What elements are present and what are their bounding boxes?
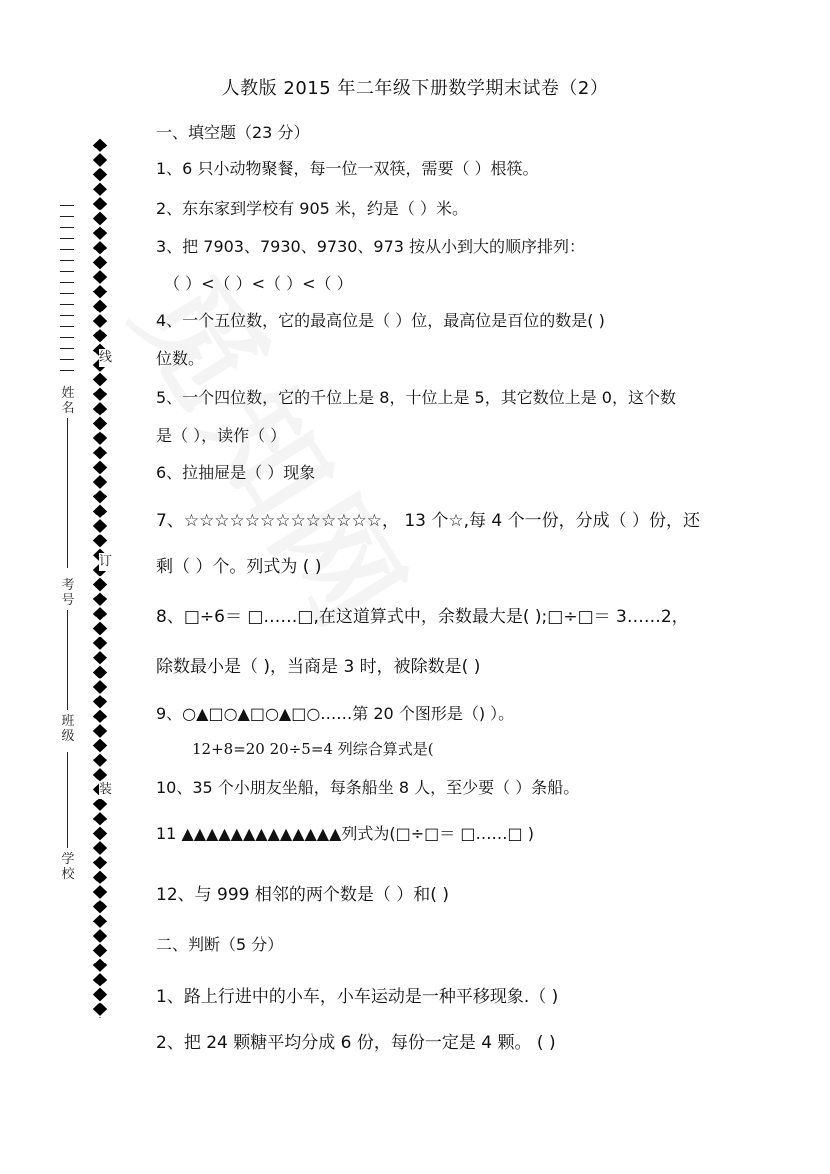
binding-mark-line: 线	[99, 350, 113, 365]
question-9: 9、○▲□○▲□○▲□○……第 20 个图形是（) ）。	[156, 704, 515, 723]
page-title: 人教版 2015 年二年级下册数学期末试卷（2）	[221, 78, 609, 99]
question-7-cont: 剩（ ）个。列式为 ( )	[156, 557, 322, 577]
name-underline-hash	[60, 205, 74, 380]
question-7: 7、☆☆☆☆☆☆☆☆☆☆☆☆☆， 13 个☆,每 4 个一份，分成（ ）份，还	[156, 511, 701, 531]
field-line-class	[67, 752, 68, 848]
question-8: 8、□÷6＝ □……□,在这道算式中，余数最大是( );□÷□＝ 3……2，	[156, 607, 689, 627]
binding-mark-bind: 装	[99, 782, 113, 797]
question-4: 4、一个五位数，它的最高位是（ ）位，最高位是百位的数是( )	[156, 311, 605, 330]
question-5: 5、一个四位数，它的千位上是 8，十位上是 5，其它数位上是 0，这个数	[156, 388, 676, 407]
binding-diamond-line	[92, 138, 108, 1018]
section-judge-heading: 二、判断（5 分）	[156, 935, 284, 954]
question-5-cont: 是（ ），读作（ ）	[156, 426, 287, 445]
field-school-label: 学校	[61, 852, 75, 882]
field-number-label: 考号	[61, 578, 75, 608]
question-3: 3、把 7903、7930、9730、973 按从小到大的顺序排列：	[156, 237, 586, 256]
judge-question-1: 1、路上行进中的小车，小车运动是一种平移现象.（ )	[156, 987, 559, 1007]
question-4-cont: 位数。	[156, 349, 205, 368]
judge-question-2: 2、把 24 颗糖平均分成 6 份，每份一定是 4 颗。 ( )	[156, 1033, 556, 1053]
field-line-number	[67, 610, 68, 710]
section-fill-heading: 一、填空题（23 分）	[156, 123, 310, 142]
question-3-answer-line: （ ）<（ ）<（ ）<（ ）	[164, 274, 353, 293]
field-name-label: 姓名	[61, 386, 75, 416]
question-11: 11 ▲▲▲▲▲▲▲▲▲▲▲▲▲列式为(□÷□＝ □……□ )	[156, 824, 534, 843]
question-2: 2、东东家到学校有 905 米，约是（ ）米。	[156, 199, 468, 218]
question-9-equations: 12+8=20 20÷5=4 列综合算式是(	[192, 740, 434, 758]
question-6: 6、拉抽屉是（ ）现象	[156, 463, 316, 482]
watermark	[102, 240, 455, 662]
binding-mark-staple: 订	[99, 554, 113, 569]
question-12: 12、与 999 相邻的两个数是（ ）和( )	[156, 885, 449, 905]
question-10: 10、35 个小朋友坐船，每条船坐 8 人，至少要（ ）条船。	[156, 778, 580, 797]
field-class-label: 班级	[61, 714, 75, 744]
question-1: 1、6 只小动物聚餐，每一位一双筷，需要（ ）根筷。	[156, 159, 539, 178]
question-8-cont: 除数最小是（ )，当商是 3 时，被除数是( )	[156, 657, 481, 677]
field-line-name	[67, 418, 68, 568]
